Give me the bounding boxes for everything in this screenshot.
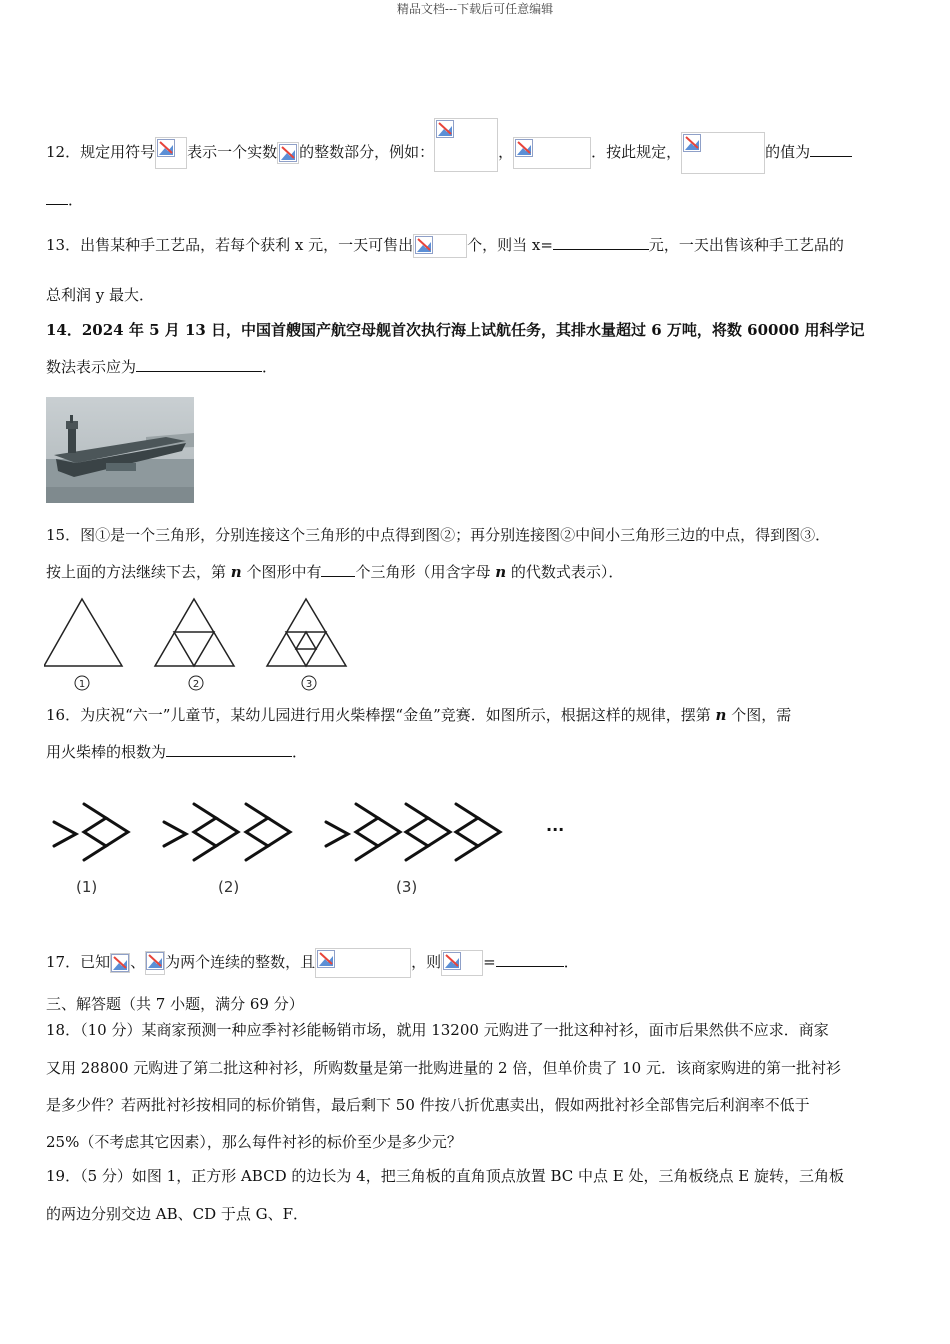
question-13	[46, 234, 844, 258]
question-17: 17．已知 、 为两个连续的整数，且 ，则 = ．	[46, 948, 579, 978]
svg-text:3: 3	[305, 679, 313, 690]
answer-blank	[46, 190, 68, 205]
fig-label-1: (1)	[76, 878, 98, 896]
question-16-cont: 用火柴棒的根数为 ．	[46, 743, 308, 761]
answer-blank	[136, 357, 262, 372]
broken-image-icon	[277, 142, 299, 164]
question-14-cont: 数法表示应为 ．	[46, 358, 278, 376]
broken-image-icon	[110, 953, 130, 973]
broken-image-icon	[413, 234, 467, 258]
question-19-line-2: 的两边分别交边 AB、CD 于点 G、F．	[46, 1205, 309, 1223]
broken-image-icon	[434, 118, 498, 172]
section-heading: 三、解答题（共 7 小题，满分 69 分）	[46, 995, 304, 1013]
question-15: 15．图①是一个三角形，分别连接这个三角形的中点得到图②；再分别连接图②中间小三角形三边的中点，得到图③．	[46, 526, 831, 544]
q12-text-b: 表示一个实数	[187, 143, 278, 161]
question-18-line-2: 又用 28800 元购进了第二批这种衬衫，所购数量是第一批购进量的 2 倍，但单价贵了 10 元．该商家购进的第一批衬衫	[46, 1059, 841, 1077]
question-18-line-1: 18．（10 分）某商家预测一种应季衬衫能畅销市场，就用 13200 元购进了一批这种衬衫，面市后果然供不应求．商家	[46, 1021, 829, 1039]
answer-blank	[496, 952, 564, 967]
svg-text:1: 1	[78, 679, 86, 690]
question-12-cont: ．	[46, 190, 83, 210]
question-18-line-3: 是多少件？若两批衬衫按相同的标价销售，最后剩下 50 件按八折优惠卖出，假如两批衬衫全部售完后利润率不低于	[46, 1096, 810, 1114]
answer-blank	[321, 562, 355, 577]
broken-image-icon	[441, 950, 483, 976]
aircraft-carrier-photo	[46, 397, 194, 503]
question-12: 12．规定用符号 表示一个实数 的整数部分，例如： ， ．按此规定， 的值为	[46, 126, 852, 180]
question-14: 14．2024 年 5 月 13 日，中国首艘国产航空母舰首次执行海上试航任务，其排水量超过 6 万吨，将数 60000 用科学记	[46, 321, 865, 339]
q12-text-e: 的值为	[765, 143, 811, 161]
ellipsis-dots: ···	[546, 820, 565, 839]
question-15-cont: 按上面的方法继续下去，第 n 个图形中有 个三角形（用含字母 n 的代数式表示）．	[46, 563, 624, 581]
question-18-line-4: 25%（不考虑其它因素），那么每件衬衫的标价至少是多少元？	[46, 1133, 462, 1151]
question-16: 16．为庆祝“六一”儿童节，某幼儿园进行用火柴棒摆“金鱼”竞赛．如图所示，根据这样的规律，摆第 n 个图，需	[46, 706, 792, 724]
question-19-line-1: 19．（5 分）如图 1，正方形 ABCD 的边长为 4，把三角板的直角顶点放置 BC 中点 E 处，三角板绕点 E 旋转，三角板	[46, 1167, 844, 1185]
q13-text-c: 元，一天出售该种手工艺品的	[648, 236, 844, 254]
q13-text-a: 13．出售某种手工艺品，若每个获利 x 元，一天可售出	[46, 236, 414, 254]
answer-blank	[810, 142, 852, 157]
answer-blank	[553, 235, 649, 250]
page-header: 精品文档---下载后可任意编辑	[396, 2, 554, 16]
fig-label-3: (3)	[396, 878, 418, 896]
matchstick-fish-figures	[50, 800, 580, 900]
q12-text-c: 的整数部分，例如：	[299, 143, 435, 161]
q12-text-a: 12．规定用符号	[46, 143, 156, 161]
broken-image-icon	[513, 137, 591, 169]
triangle-figures	[44, 596, 354, 692]
fig-label-2: (2)	[218, 878, 240, 896]
q13-text-b: 个，则当 x=	[467, 236, 553, 254]
broken-image-icon	[145, 951, 165, 975]
svg-text:2: 2	[192, 679, 200, 690]
answer-blank	[166, 742, 292, 757]
broken-image-icon	[155, 137, 187, 169]
broken-image-icon	[315, 948, 411, 978]
q12-text-d: ．按此规定，	[591, 143, 682, 161]
question-13-cont: 总利润 y 最大．	[46, 286, 155, 304]
broken-image-icon	[681, 132, 765, 174]
